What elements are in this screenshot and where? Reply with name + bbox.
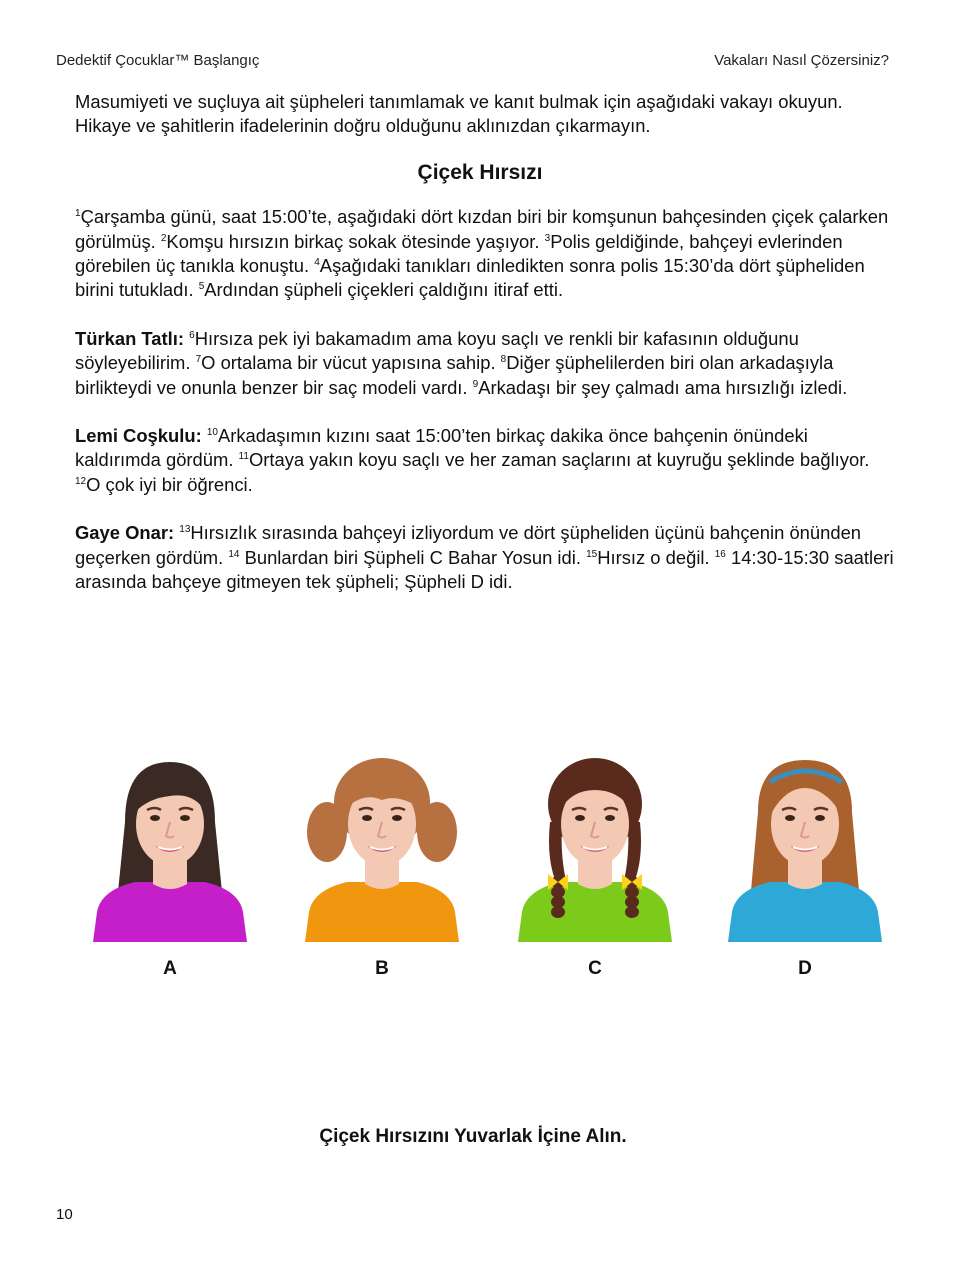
witness-name: Türkan Tatlı: bbox=[75, 327, 184, 349]
sentence-text: Hırsıza pek iyi bakamadım ama koyu saçlı ve renkli bir kafasının olduğunu söyleyebilirim. bbox=[75, 327, 799, 374]
sentence-number: 10 bbox=[206, 427, 218, 439]
suspect-label: C bbox=[588, 958, 602, 979]
page-title: Çiçek Hırsızı bbox=[417, 160, 543, 184]
sentence-text: Diğer şüphelilerden biri olan arkadaşıyla birlikteydi ve onunla benzer bir saç modeli vardı. bbox=[75, 352, 834, 398]
sentence-text: Ardından şüpheli çiçekleri çaldığını itiraf etti. bbox=[204, 279, 564, 301]
intro-text: Masumiyeti ve suçluya ait şüpheleri tanımlamak ve kanıt bulmak için aşağıdaki vakayı okuyun. Hikaye ve şahitlerin ifadelerinin doğru olduğunu aklınızdan çıkarmayın. bbox=[75, 91, 843, 137]
sentence-text: O ortalama bir vücut yapısına sahip. bbox=[201, 352, 501, 374]
suspect-portrait bbox=[297, 752, 467, 942]
sentence-text: Ortaya yakın koyu saçlı ve her zaman saçlarını at kuyruğu şeklinde bağlıyor. bbox=[248, 449, 870, 471]
sentence-number: 16 bbox=[714, 548, 726, 560]
suspect-label: B bbox=[375, 958, 389, 979]
witness-statement bbox=[75, 424, 895, 497]
page-number: 10 bbox=[56, 1206, 73, 1223]
sentence-text: O çok iyi bir öğrenci. bbox=[86, 473, 253, 495]
sentence-text: Çarşamba günü, saat 15:00’te, aşağıdaki dört kızdan biri bir komşunun bahçesinden çiçek çalarken görülmüş. bbox=[75, 206, 889, 252]
sentence-text: Polis geldiğinde, bahçeyi evlerinden görebilen üç tanıkla konuştu. bbox=[75, 230, 843, 277]
sentence-number: 6 bbox=[189, 329, 195, 341]
page-content bbox=[75, 90, 895, 619]
suspect-lineup bbox=[70, 752, 890, 992]
story-paragraph bbox=[75, 205, 895, 303]
witness-statements bbox=[75, 327, 895, 595]
sentence-number: 4 bbox=[314, 257, 320, 269]
sentence-number: 9 bbox=[472, 378, 479, 390]
suspect-portrait bbox=[510, 752, 680, 942]
sentence-number: 1 bbox=[75, 208, 81, 220]
sentence-text: Hırsız o değil. bbox=[597, 546, 715, 568]
suspect-c[interactable] bbox=[510, 752, 680, 982]
sentence-number: 5 bbox=[198, 281, 205, 293]
sentence-text: Aşağıdaki tanıkları dinledikten sonra polis 15:30’da dört şüpheliden birini tutukladı. bbox=[75, 255, 865, 301]
suspect-d[interactable] bbox=[720, 752, 890, 982]
witness-statement bbox=[75, 521, 895, 594]
header-left: Dedektif Çocuklar™ Başlangıç bbox=[56, 52, 260, 69]
sentence-text: Bunlardan biri Şüpheli C Bahar Yosun idi. bbox=[239, 546, 587, 568]
sentence-number: 11 bbox=[238, 451, 249, 463]
suspect-label: A bbox=[163, 958, 177, 979]
sentence-text: 14:30-15:30 saatleri arasında bahçeye gitmeyen tek şüpheli; Şüpheli D idi. bbox=[75, 546, 894, 593]
instruction-text: Çiçek Hırsızını Yuvarlak İçine Alın. bbox=[319, 1126, 627, 1147]
sentence-number: 12 bbox=[75, 475, 87, 487]
sentence-number: 14 bbox=[228, 548, 240, 560]
suspect-label: D bbox=[798, 958, 812, 979]
sentence-text: Komşu hırsızın birkaç sokak ötesinde yaşıyor. bbox=[166, 230, 545, 252]
sentence-number: 3 bbox=[544, 232, 551, 244]
witness-statement bbox=[75, 327, 895, 400]
sentence-text: Hırsızlık sırasında bahçeyi izliyordum ve dört şüpheliden üçünü bahçenin önünden geçerken gördüm. bbox=[75, 522, 862, 568]
sentence-number: 13 bbox=[179, 524, 191, 536]
header-right: Vakaları Nasıl Çözersiniz? bbox=[714, 52, 889, 69]
sentence-number: 7 bbox=[195, 354, 202, 366]
sentence-text: Arkadaşımın kızını saat 15:00’ten birkaç dakika önce bahçenin önündeki kaldırımda gördüm. bbox=[75, 425, 808, 471]
sentence-text: Arkadaşı bir şey çalmadı ama hırsızlığı izledi. bbox=[478, 376, 848, 398]
witness-name: Lemi Coşkulu: bbox=[75, 425, 202, 447]
suspect-portrait bbox=[720, 752, 890, 942]
suspect-a[interactable] bbox=[85, 752, 255, 982]
sentence-number: 15 bbox=[586, 548, 598, 560]
sentence-number: 2 bbox=[160, 232, 167, 244]
suspect-b[interactable] bbox=[297, 752, 467, 982]
suspect-portrait bbox=[85, 752, 255, 942]
witness-name: Gaye Onar: bbox=[75, 522, 175, 544]
sentence-number: 8 bbox=[500, 354, 507, 366]
